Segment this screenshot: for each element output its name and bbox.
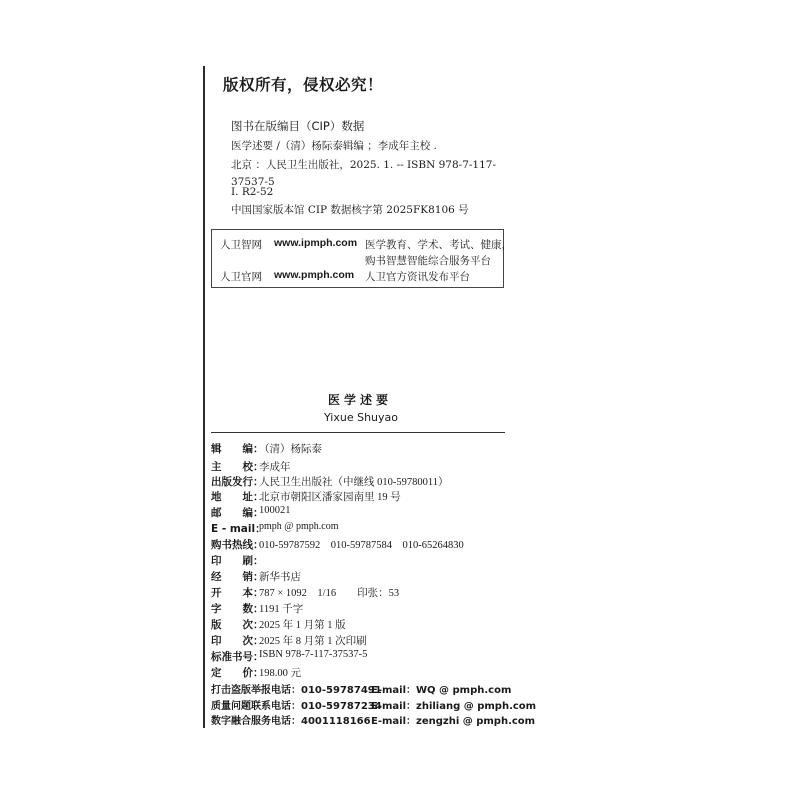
cip-line-3: 37537-5 <box>231 176 275 188</box>
info-value: 2025 年 8 月第 1 次印刷 <box>259 636 367 647</box>
cip-title: 图书在版编目（CIP）数据 <box>231 119 365 133</box>
cip-line-4: Ⅰ. R2-52 <box>231 186 274 198</box>
info-label: 邮 编： <box>211 507 264 519</box>
report-phone: 质量问题联系电话：010-59787234 <box>211 701 382 712</box>
website-info-box <box>211 229 512 288</box>
info-label: 出版发行： <box>211 476 264 488</box>
website-url-link[interactable]: www.ipmph.com <box>274 237 358 249</box>
website-row <box>220 269 262 284</box>
report-phone: 数字融合服务电话：4001118166 <box>211 716 371 727</box>
info-value: 787 × 1092 1/16 印张：53 <box>259 588 400 599</box>
book-pinyin-title: Yixue Shuyao <box>323 411 399 424</box>
report-row <box>211 712 536 727</box>
info-label: 印 刷： <box>211 555 264 567</box>
info-value: 198.00 元 <box>259 668 301 679</box>
info-label: 字 数： <box>211 603 264 615</box>
copyright-notice: 版权所有，侵权必究！ <box>223 76 384 94</box>
info-value: ISBN 978-7-117-37537-5 <box>259 649 368 660</box>
website-name: 人卫官网 <box>220 271 262 283</box>
info-label: 购书热线： <box>211 539 264 551</box>
info-label: 辑 编： <box>211 443 264 455</box>
report-email: E-mail：zhiliang @ pmph.com <box>371 701 537 712</box>
info-label: 标准书号： <box>211 651 264 663</box>
report-email: E-mail：WQ @ pmph.com <box>371 685 512 696</box>
info-value: 2025 年 1 月第 1 版 <box>259 620 346 631</box>
cip-line-1: 医学述要 /（清）杨际泰辑编 ；李成年主校 . <box>231 140 437 152</box>
info-value: 1191 千字 <box>259 604 304 615</box>
info-label: 经 销： <box>211 571 264 583</box>
info-label: 印 次： <box>211 635 264 647</box>
email-value: pmph @ pmph.com <box>259 521 339 532</box>
info-value: 新华书店 <box>259 572 301 583</box>
report-email: E-mail：zengzhi @ pmph.com <box>371 716 536 727</box>
info-label: 地 址： <box>211 491 264 503</box>
info-label: 开 本： <box>211 587 264 599</box>
info-label: 版 次： <box>211 619 264 631</box>
info-value: 100021 <box>259 505 291 516</box>
info-value: （清）杨际泰 <box>259 444 322 455</box>
report-phone: 打击盗版举报电话：010-59787491 <box>211 685 382 696</box>
info-label: E - mail： <box>211 523 266 535</box>
info-label: 主 校： <box>211 461 264 473</box>
website-description: 购书智慧智能综合服务平台 <box>365 255 491 267</box>
website-description: 医学教育、学术、考试、健康， <box>365 239 512 251</box>
website-row <box>220 237 262 252</box>
website-url-link[interactable]: www.pmph.com <box>274 269 355 281</box>
cip-line-5: 中国国家版本馆 CIP 数据核字第 2025FK8106 号 <box>231 204 469 216</box>
website-name: 人卫智网 <box>220 239 262 251</box>
cip-line-2: 北京 ：人民卫生出版社，2025. 1. -- ISBN 978-7-117- <box>231 159 497 171</box>
title-divider <box>211 432 505 433</box>
report-row <box>211 697 537 712</box>
info-value: 人民卫生出版社（中继线 010-59780011） <box>259 477 449 488</box>
info-value: 010-59787592 010-59787584 010-65264830 <box>259 540 464 551</box>
info-label: 定 价： <box>211 667 264 679</box>
report-row <box>211 681 512 696</box>
book-title: 医学述要 <box>327 393 392 407</box>
info-value: 李成年 <box>259 462 291 473</box>
website-description: 人卫官方资讯发布平台 <box>365 271 470 283</box>
info-value: 北京市朝阳区潘家园南里 19 号 <box>259 492 401 503</box>
